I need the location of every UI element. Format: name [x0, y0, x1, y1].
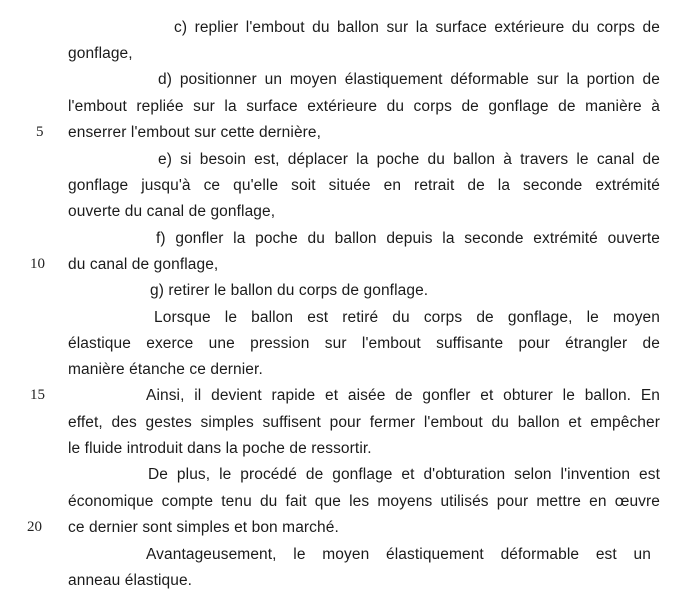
text-line: g) retirer le ballon du corps de gonflage. — [150, 282, 429, 299]
text-line: anneau élastique. — [68, 572, 193, 589]
text-line: l'embout repliée sur la surface extérieure du corps de gonflage de manière à — [68, 98, 660, 115]
text-line: gonflage, — [68, 45, 133, 62]
text-line: du canal de gonflage, — [68, 256, 219, 273]
text-line: enserrer l'embout sur cette dernière, — [68, 124, 322, 141]
text-line: économique compte tenu du fait que les moyens utilisés pour mettre en œuvre — [68, 493, 660, 510]
text-line: élastique exerce une pression sur l'embout suffisante pour étrangler de — [68, 335, 660, 352]
text-line: e) si besoin est, déplacer la poche du ballon à travers le canal de — [158, 151, 660, 168]
text-line: c) replier l'embout du ballon sur la surface extérieure du corps de — [174, 19, 660, 36]
text-line: De plus, le procédé de gonflage et d'obturation selon l'invention est — [148, 466, 660, 483]
line-number: 20 — [27, 519, 42, 535]
text-line: Avantageusement, le moyen élastiquement déformable est un — [146, 546, 651, 563]
line-number: 15 — [30, 387, 45, 403]
text-line: Lorsque le ballon est retiré du corps de gonflage, le moyen — [154, 309, 660, 326]
text-line: ouverte du canal de gonflage, — [68, 203, 276, 220]
text-line: gonflage jusqu'à ce qu'elle soit située en retrait de la seconde extrémité — [68, 177, 660, 194]
text-line: manière étanche ce dernier. — [68, 361, 263, 378]
text-line: le fluide introduit dans la poche de ressortir. — [68, 440, 372, 457]
text-line: f) gonfler la poche du ballon depuis la seconde extrémité ouverte — [156, 230, 660, 247]
line-number: 5 — [36, 124, 44, 140]
text-line: d) positionner un moyen élastiquement déformable sur la portion de — [158, 71, 660, 88]
line-number: 10 — [30, 256, 45, 272]
text-line: Ainsi, il devient rapide et aisée de gonfler et obturer le ballon. En — [146, 387, 660, 404]
text-line: effet, des gestes simples suffisent pour fermer l'embout du ballon et empêcher — [68, 414, 660, 431]
text-line: ce dernier sont simples et bon marché. — [68, 519, 339, 536]
